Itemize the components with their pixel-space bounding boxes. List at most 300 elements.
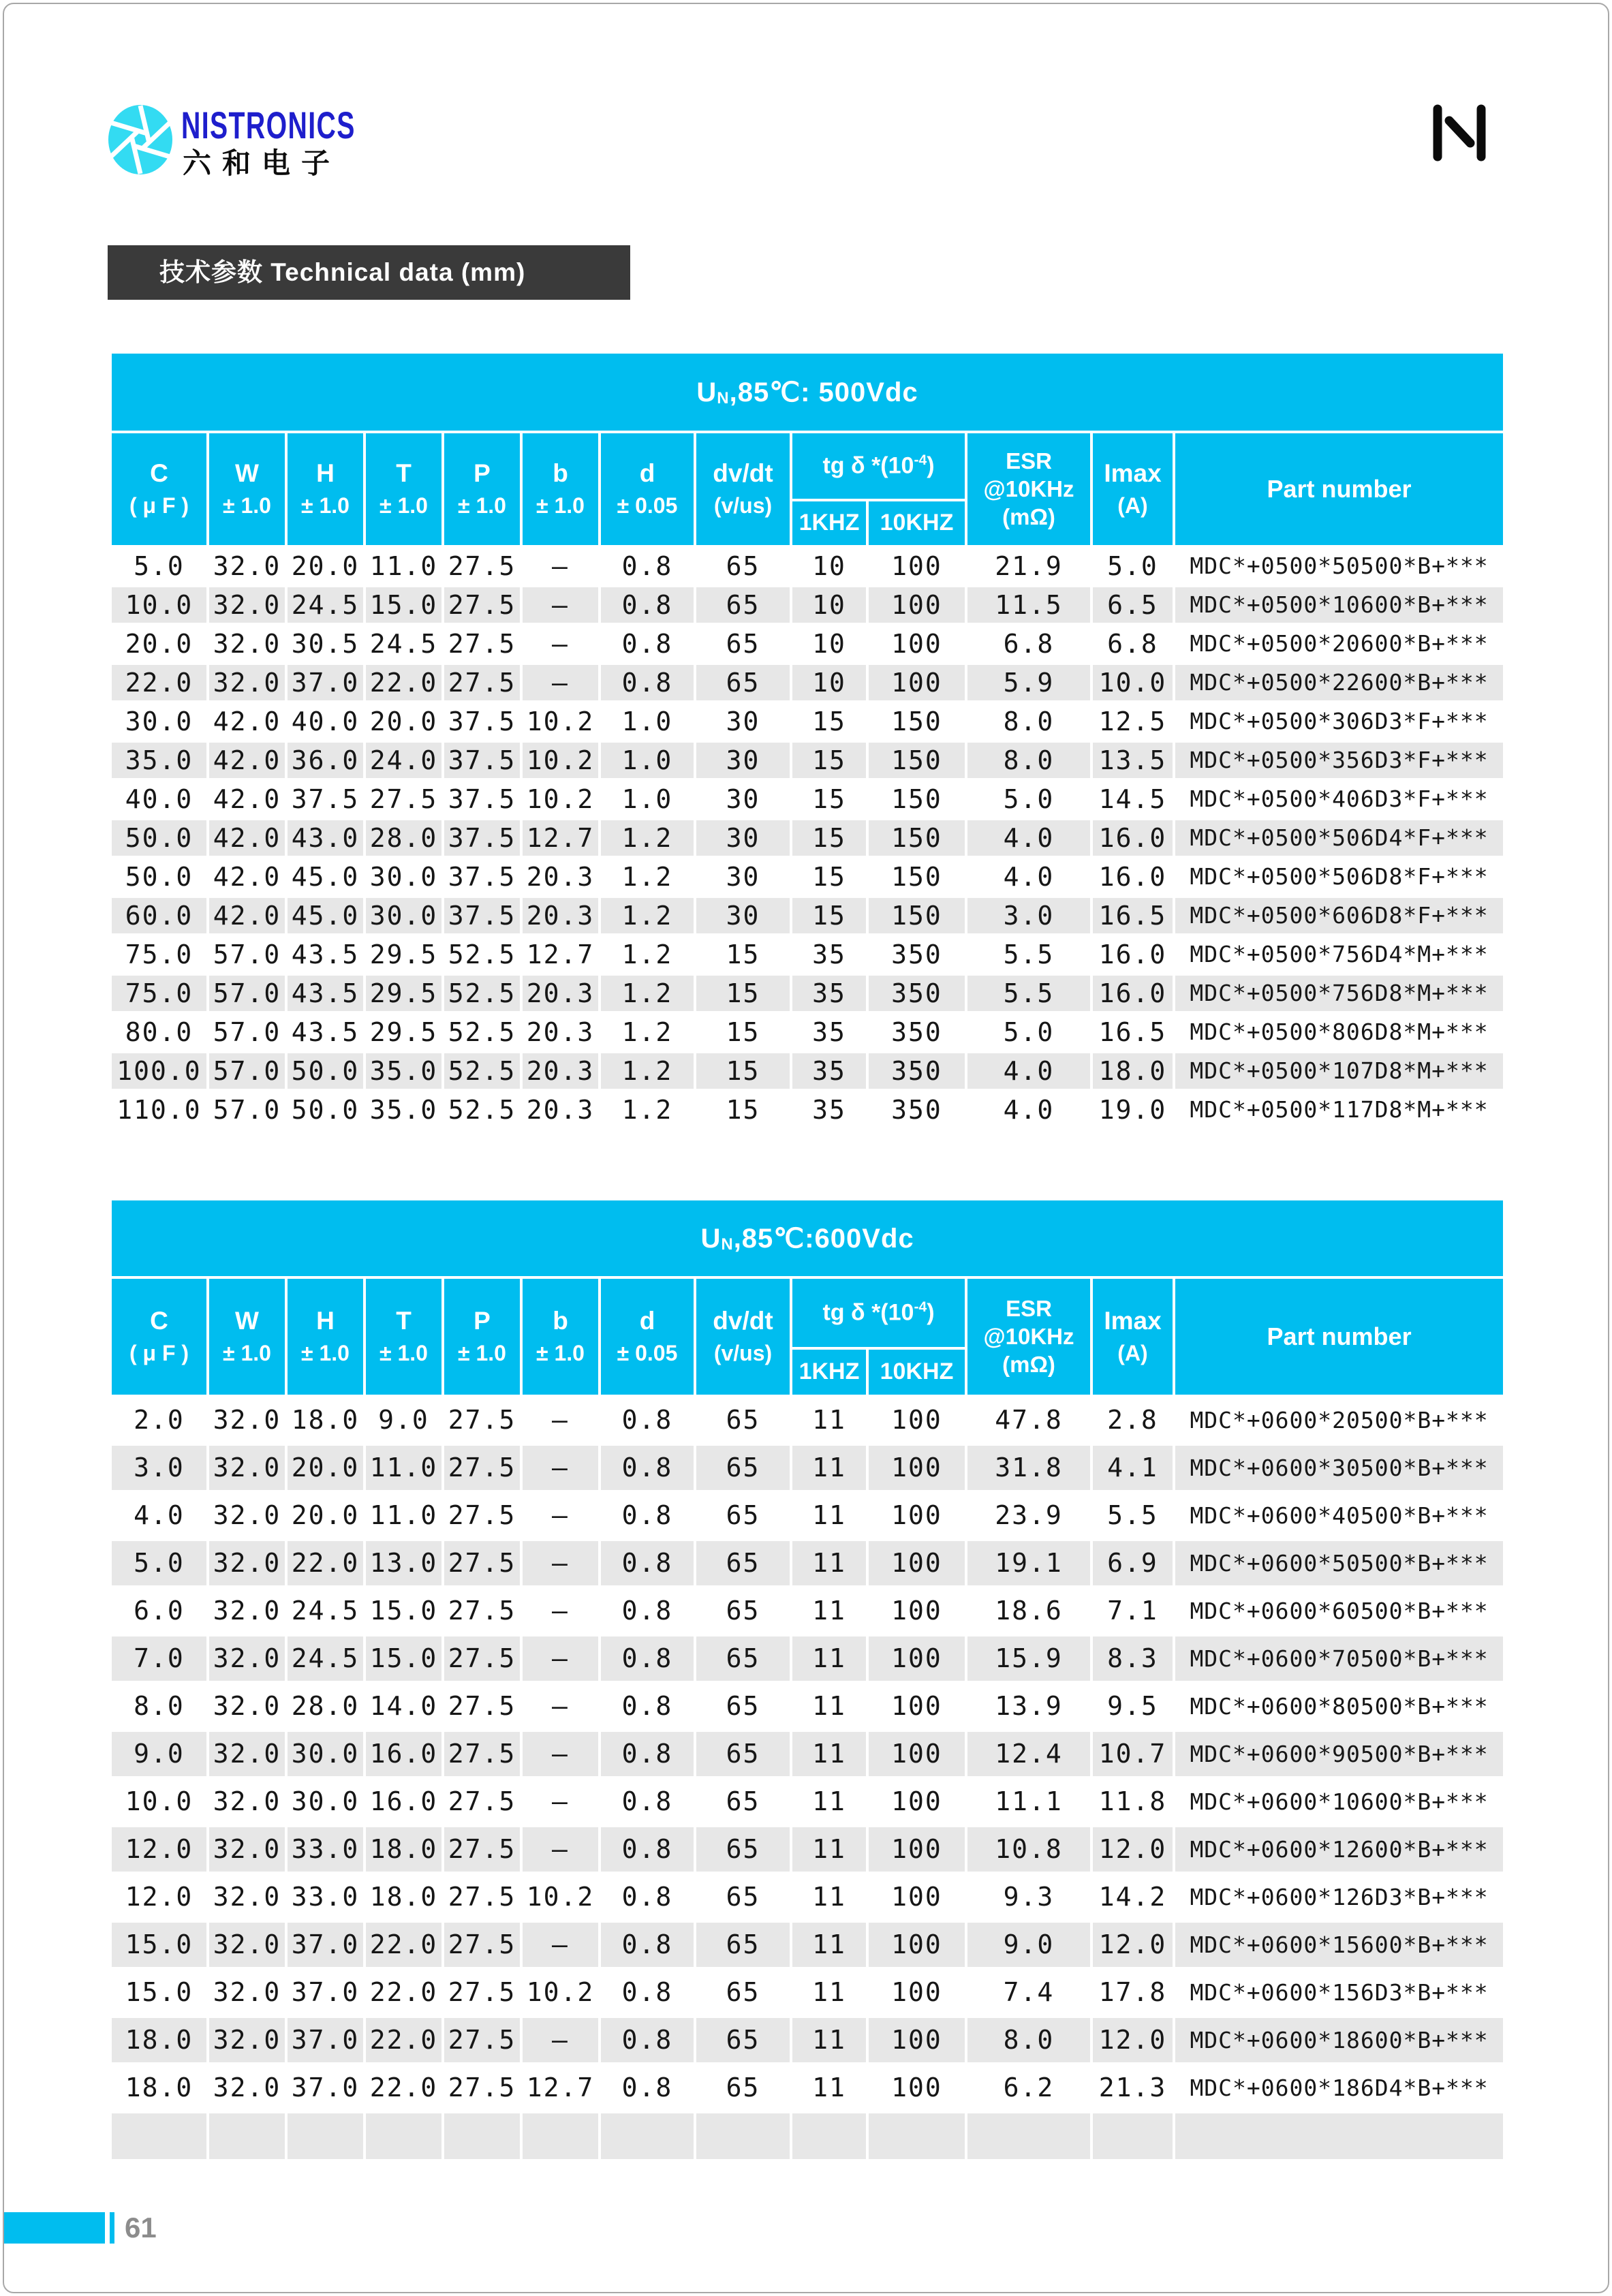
table-cell: 65 (695, 663, 791, 702)
table-cell: 29.5 (365, 974, 443, 1012)
table-cell: 16.0 (1091, 935, 1174, 974)
table-cell: 28.0 (286, 1682, 365, 1730)
table-cell: 100 (867, 546, 966, 585)
table-cell: 4.0 (966, 1090, 1091, 1129)
table-cell: 52.5 (443, 974, 521, 1012)
table-cell: 12.0 (1091, 1825, 1174, 1873)
table-cell: 0.8 (600, 1730, 695, 1778)
table-cell: 19.1 (966, 1539, 1091, 1587)
table-cell: 150 (867, 702, 966, 741)
table-cell: MDC*+0500*806D8*M+*** (1174, 1012, 1504, 1051)
table-cell: 100 (867, 1873, 966, 1921)
table-row (110, 663, 1504, 702)
table-cell: 6.5 (1091, 585, 1174, 624)
table-cell: 17.8 (1091, 1968, 1174, 2016)
table-cell: 100 (867, 1682, 966, 1730)
section-title: 技术参数 Technical data (mm) (159, 258, 526, 286)
table-cell: 32.0 (208, 1491, 286, 1539)
table-cell: 65 (695, 2064, 791, 2111)
table-cell: 22.0 (365, 663, 443, 702)
table-cell: 20.3 (521, 1090, 600, 1129)
table-cell: 15 (791, 857, 867, 896)
table-cell (600, 2111, 695, 2159)
table-cell: 10.2 (521, 741, 600, 779)
column-header-10khz: 10KHZ (867, 1348, 966, 1396)
column-header-b: b ± 1.0 (521, 432, 600, 546)
footer-tick (110, 2212, 114, 2244)
table-cell: 43.5 (286, 935, 365, 974)
table-cell: MDC*+0600*10600*B+*** (1174, 1778, 1504, 1825)
table-cell: 0.8 (600, 546, 695, 585)
table-cell: 27.5 (443, 1778, 521, 1825)
table-cell (286, 2111, 365, 2159)
column-header-1khz: 1KHZ (791, 500, 867, 546)
table-cell: 11 (791, 1491, 867, 1539)
table-cell: 32.0 (208, 546, 286, 585)
table-cell: – (521, 1921, 600, 1968)
table-cell: 14.5 (1091, 779, 1174, 818)
table-cell: 22.0 (286, 1539, 365, 1587)
table-cell: MDC*+0600*15600*B+*** (1174, 1921, 1504, 1968)
table-cell: 15.0 (365, 1634, 443, 1682)
table-cell: 5.0 (110, 1539, 208, 1587)
table-cell: 5.5 (1091, 1491, 1174, 1539)
table-cell: 16.5 (1091, 1012, 1174, 1051)
table-cell: MDC*+0600*156D3*B+*** (1174, 1968, 1504, 2016)
table-row (110, 741, 1504, 779)
table-row (110, 1539, 1504, 1587)
column-header-1khz: 1KHZ (791, 1348, 867, 1396)
table-cell: 2.8 (1091, 1396, 1174, 1444)
table-cell: 20.3 (521, 857, 600, 896)
table-cell: 32.0 (208, 1634, 286, 1682)
table-row (110, 1444, 1504, 1491)
table-cell: 5.0 (110, 546, 208, 585)
table-cell: 65 (695, 585, 791, 624)
table-cell: 65 (695, 1825, 791, 1873)
table-cell: 27.5 (443, 546, 521, 585)
brand-name-cn: 六和电子 (183, 147, 341, 179)
table-cell: 11 (791, 1778, 867, 1825)
table-cell: 100 (867, 624, 966, 663)
column-header-p: P ± 1.0 (443, 432, 521, 546)
table-cell: 16.0 (365, 1730, 443, 1778)
table-cell: 40.0 (110, 779, 208, 818)
table-cell: 15 (791, 779, 867, 818)
table-cell: 1.2 (600, 1051, 695, 1090)
table-cell: MDC*+0500*10600*B+*** (1174, 585, 1504, 624)
table-cell: 30.0 (365, 896, 443, 935)
table-cell: 65 (695, 1491, 791, 1539)
table-cell: – (521, 1634, 600, 1682)
table-cell: MDC*+0600*126D3*B+*** (1174, 1873, 1504, 1921)
table-cell: 4.0 (966, 857, 1091, 896)
table-cell (966, 2111, 1091, 2159)
table-cell: 32.0 (208, 1682, 286, 1730)
table-cell: 10.2 (521, 1968, 600, 2016)
table-cell: 11.5 (966, 585, 1091, 624)
table-cell: 20.0 (286, 1491, 365, 1539)
table-cell: 1.2 (600, 935, 695, 974)
table-cell: 30.0 (110, 702, 208, 741)
table-cell: 7.4 (966, 1968, 1091, 2016)
table-cell: 16.0 (1091, 974, 1174, 1012)
table-cell: 15 (695, 935, 791, 974)
table-cell: 0.8 (600, 1634, 695, 1682)
column-header-w: W ± 1.0 (208, 432, 286, 546)
table-cell: 65 (695, 1682, 791, 1730)
table-cell: 12.5 (1091, 702, 1174, 741)
table-cell: 37.0 (286, 2016, 365, 2064)
table-cell: 10.7 (1091, 1730, 1174, 1778)
table-cell: MDC*+0500*406D3*F+*** (1174, 779, 1504, 818)
table-cell: 57.0 (208, 1012, 286, 1051)
table-row (110, 818, 1504, 857)
table-cell: 0.8 (600, 2016, 695, 2064)
table-cell: 0.8 (600, 1587, 695, 1634)
table-cell: 10 (791, 663, 867, 702)
table-cell: 11.0 (365, 1444, 443, 1491)
table-cell: 32.0 (208, 2016, 286, 2064)
table-cell: 10.8 (966, 1825, 1091, 1873)
table-cell: MDC*+0500*22600*B+*** (1174, 663, 1504, 702)
column-header-t: T ± 1.0 (365, 1277, 443, 1396)
table-cell: 11 (791, 1539, 867, 1587)
n-mark-icon (1428, 99, 1491, 170)
table-cell: 24.5 (286, 585, 365, 624)
table-cell: MDC*+0600*90500*B+*** (1174, 1730, 1504, 1778)
table-row (110, 1968, 1504, 2016)
table-cell: 50.0 (286, 1090, 365, 1129)
table-cell: 52.5 (443, 935, 521, 974)
table-cell: 15 (791, 741, 867, 779)
table-cell: 100 (867, 1444, 966, 1491)
table-cell: 27.5 (443, 1825, 521, 1873)
table-cell: 20.3 (521, 1051, 600, 1090)
column-header-dvdt: dv/dt (v/us) (695, 432, 791, 546)
table-cell: 30 (695, 896, 791, 935)
table-cell: – (521, 1778, 600, 1825)
table-cell: 22.0 (365, 1921, 443, 1968)
table-row (110, 585, 1504, 624)
table-cell: 100 (867, 1778, 966, 1825)
column-header-c: C ( μ F ) (110, 432, 208, 546)
table-cell: 10.2 (521, 1873, 600, 1921)
table-row-cutoff (110, 2111, 1504, 2159)
table-500vdc (109, 351, 1506, 1131)
table-cell: MDC*+0500*506D8*F+*** (1174, 857, 1504, 896)
table-cell: 18.0 (1091, 1051, 1174, 1090)
table-cell: 3.0 (966, 896, 1091, 935)
table-cell: MDC*+0500*606D8*F+*** (1174, 896, 1504, 935)
page-number: 61 (125, 2212, 157, 2244)
table-cell: 35.0 (365, 1090, 443, 1129)
table-cell: 27.5 (443, 1444, 521, 1491)
column-header-tg: tg δ $*(10^{-4})$ (791, 1277, 966, 1348)
table-cell: 27.5 (443, 1396, 521, 1444)
table-cell: 5.9 (966, 663, 1091, 702)
table-cell: – (521, 624, 600, 663)
column-header-p: P ± 1.0 (443, 1277, 521, 1396)
table-cell: 35.0 (110, 741, 208, 779)
table-cell: 27.5 (443, 1539, 521, 1587)
table-cell (208, 2111, 286, 2159)
table-cell: MDC*+0500*50500*B+*** (1174, 546, 1504, 585)
table-cell: 350 (867, 935, 966, 974)
column-header-esr: ESR @10KHz (mΩ) (966, 432, 1091, 546)
table-cell: 2.0 (110, 1396, 208, 1444)
table-cell: 32.0 (208, 663, 286, 702)
table-cell: 10 (791, 624, 867, 663)
table-cell: 32.0 (208, 1444, 286, 1491)
table-row (110, 974, 1504, 1012)
column-header-c: C ( μ F ) (110, 1277, 208, 1396)
table-cell: 150 (867, 741, 966, 779)
table-cell: 8.3 (1091, 1634, 1174, 1682)
table-cell: 11 (791, 1444, 867, 1491)
table-title: $U_N,85℃$: 500Vdc (110, 352, 1504, 432)
table-cell: 32.0 (208, 624, 286, 663)
table-cell: 100 (867, 1396, 966, 1444)
table-cell: 15.0 (365, 585, 443, 624)
table-row (110, 1682, 1504, 1730)
table-cell: 0.8 (600, 1682, 695, 1730)
column-header-dvdt: dv/dt (v/us) (695, 1277, 791, 1396)
table-cell: 4.0 (966, 1051, 1091, 1090)
table-cell: MDC*+0600*186D4*B+*** (1174, 2064, 1504, 2111)
table-cell: 16.0 (365, 1778, 443, 1825)
table-cell: 0.8 (600, 1873, 695, 1921)
table-cell: 35 (791, 1051, 867, 1090)
table-cell: 24.5 (286, 1634, 365, 1682)
table-cell: 11 (791, 2016, 867, 2064)
table-cell: 75.0 (110, 974, 208, 1012)
table-cell: 350 (867, 1012, 966, 1051)
table-cell: 42.0 (208, 702, 286, 741)
table-row (110, 1051, 1504, 1090)
column-header-h: H ± 1.0 (286, 1277, 365, 1396)
table-row (110, 546, 1504, 585)
table-cell: 37.5 (286, 779, 365, 818)
table-cell: 37.0 (286, 2064, 365, 2111)
table-cell: 18.0 (110, 2016, 208, 2064)
table-cell: 50.0 (110, 818, 208, 857)
table-cell: 6.8 (966, 624, 1091, 663)
table-cell: 52.5 (443, 1090, 521, 1129)
table-cell: 100 (867, 2064, 966, 2111)
table-cell: 0.8 (600, 663, 695, 702)
table-title-row (110, 352, 1504, 432)
table-cell: MDC*+0600*80500*B+*** (1174, 1682, 1504, 1730)
table-cell: MDC*+0600*30500*B+*** (1174, 1444, 1504, 1491)
table-cell: 43.0 (286, 818, 365, 857)
table-cell: 6.0 (110, 1587, 208, 1634)
table-cell (1174, 2111, 1504, 2159)
table-cell: 24.5 (286, 1587, 365, 1634)
table-cell: MDC*+0600*60500*B+*** (1174, 1587, 1504, 1634)
column-header-part-number: Part number (1174, 1277, 1504, 1396)
table-row (110, 2064, 1504, 2111)
table-cell: 75.0 (110, 935, 208, 974)
table-cell: 11 (791, 2064, 867, 2111)
table-row (110, 896, 1504, 935)
table-cell: 37.5 (443, 818, 521, 857)
table-cell: 32.0 (208, 2064, 286, 2111)
table-cell: 43.5 (286, 974, 365, 1012)
table-cell: 12.0 (1091, 2016, 1174, 2064)
footer-accent-bar (4, 2212, 105, 2244)
table-cell: 65 (695, 624, 791, 663)
table-cell: 15 (791, 896, 867, 935)
table-cell: 12.7 (521, 2064, 600, 2111)
column-header-part-number: Part number (1174, 432, 1504, 546)
table-cell: 0.8 (600, 1968, 695, 2016)
table-header-row (110, 432, 1504, 500)
table-cell: 32.0 (208, 1873, 286, 1921)
table-cell: 30.0 (286, 1778, 365, 1825)
table-cell: 4.0 (110, 1491, 208, 1539)
table-cell: 18.0 (286, 1396, 365, 1444)
column-header-h: H ± 1.0 (286, 432, 365, 546)
table-cell: 12.0 (1091, 1921, 1174, 1968)
table-cell: 20.3 (521, 896, 600, 935)
table-cell: 5.0 (966, 1012, 1091, 1051)
table-cell: 0.8 (600, 624, 695, 663)
table-cell: 32.0 (208, 1825, 286, 1873)
table-cell: 65 (695, 1968, 791, 2016)
table-cell: 110.0 (110, 1090, 208, 1129)
table-cell: 11 (791, 1921, 867, 1968)
table-cell: 14.2 (1091, 1873, 1174, 1921)
table-cell: 16.0 (1091, 857, 1174, 896)
table-cell: 45.0 (286, 896, 365, 935)
table-cell: 16.0 (1091, 818, 1174, 857)
table-cell: 6.8 (1091, 624, 1174, 663)
table-cell: 13.9 (966, 1682, 1091, 1730)
table-cell: 65 (695, 1873, 791, 1921)
table-cell: 65 (695, 2016, 791, 2064)
table-cell: 27.5 (443, 1921, 521, 1968)
table-cell: 35.0 (365, 1051, 443, 1090)
table-cell: 11 (791, 1825, 867, 1873)
table-cell: 11 (791, 1396, 867, 1444)
table-cell: 1.2 (600, 1012, 695, 1051)
table-cell: 0.8 (600, 1396, 695, 1444)
table-row (110, 1012, 1504, 1051)
table-cell: 32.0 (208, 1968, 286, 2016)
table-cell: 10 (791, 585, 867, 624)
table-cell: 15 (695, 1090, 791, 1129)
table-cell: 1.0 (600, 741, 695, 779)
table-cell: 30 (695, 779, 791, 818)
table-cell: 100 (867, 1634, 966, 1682)
table-cell: 19.0 (1091, 1090, 1174, 1129)
table-cell: 18.6 (966, 1587, 1091, 1634)
table-cell: 100 (867, 2016, 966, 2064)
table-cell: 9.0 (966, 1921, 1091, 1968)
column-header-b: b ± 1.0 (521, 1277, 600, 1396)
table-cell: MDC*+0500*356D3*F+*** (1174, 741, 1504, 779)
table-cell: – (521, 663, 600, 702)
table-row (110, 1730, 1504, 1778)
table-cell: 8.0 (966, 2016, 1091, 2064)
table-cell: 29.5 (365, 935, 443, 974)
table-cell: – (521, 1587, 600, 1634)
table-cell: 7.1 (1091, 1587, 1174, 1634)
table-row (110, 1921, 1504, 1968)
table-cell: 37.0 (286, 1968, 365, 2016)
table-cell: 15.0 (110, 1921, 208, 1968)
table-cell: MDC*+0600*40500*B+*** (1174, 1491, 1504, 1539)
table-cell: 11.0 (365, 546, 443, 585)
table-cell (365, 2111, 443, 2159)
table-row (110, 624, 1504, 663)
table-cell: 27.5 (443, 624, 521, 663)
table-cell: – (521, 2016, 600, 2064)
table-cell: 15 (695, 974, 791, 1012)
table-cell: 11 (791, 1968, 867, 2016)
table-cell (110, 2111, 208, 2159)
table-title: $U_N,85℃:600Vdc$ (110, 1199, 1504, 1277)
table-cell: MDC*+0600*12600*B+*** (1174, 1825, 1504, 1873)
table-cell: 20.0 (365, 702, 443, 741)
table-cell: 32.0 (208, 1587, 286, 1634)
table-cell: 100 (867, 1730, 966, 1778)
table-cell: 43.5 (286, 1012, 365, 1051)
table-cell: 4.1 (1091, 1444, 1174, 1491)
table-cell: 47.8 (966, 1396, 1091, 1444)
table-cell: 10.2 (521, 779, 600, 818)
table-cell: 0.8 (600, 1778, 695, 1825)
table-cell: 14.0 (365, 1682, 443, 1730)
table-row (110, 779, 1504, 818)
table-cell: 52.5 (443, 1051, 521, 1090)
table-cell: – (521, 1730, 600, 1778)
table-cell: 35 (791, 974, 867, 1012)
column-header-10khz: 10KHZ (867, 500, 966, 546)
table-cell: 18.0 (365, 1873, 443, 1921)
table-cell: 37.5 (443, 857, 521, 896)
table-cell (1091, 2111, 1174, 2159)
table-cell: MDC*+0500*306D3*F+*** (1174, 702, 1504, 741)
table-cell: 57.0 (208, 1090, 286, 1129)
table-cell: 0.8 (600, 2064, 695, 2111)
table-cell: 32.0 (208, 585, 286, 624)
table-row (110, 857, 1504, 896)
table-row (110, 1825, 1504, 1873)
table-cell: 1.2 (600, 818, 695, 857)
table-cell: 22.0 (365, 2016, 443, 2064)
table-cell: 0.8 (600, 1444, 695, 1491)
table-cell: MDC*+0600*18600*B+*** (1174, 2016, 1504, 2064)
table-cell: 150 (867, 857, 966, 896)
column-header-tg: tg δ $*(10^{-4})$ (791, 432, 966, 500)
table-cell: 37.5 (443, 896, 521, 935)
table-cell: 27.5 (443, 1682, 521, 1730)
table-cell: 0.8 (600, 1491, 695, 1539)
table-cell (443, 2111, 521, 2159)
column-header-imax: Imax (A) (1091, 432, 1174, 546)
table-cell: 100 (867, 1968, 966, 2016)
table-cell: 6.9 (1091, 1539, 1174, 1587)
table-cell: 4.0 (966, 818, 1091, 857)
table-cell: 50.0 (110, 857, 208, 896)
table-row (110, 702, 1504, 741)
table-600vdc (109, 1198, 1506, 2159)
column-header-w: W ± 1.0 (208, 1277, 286, 1396)
table-cell: 15.0 (110, 1968, 208, 2016)
table-cell: 13.5 (1091, 741, 1174, 779)
